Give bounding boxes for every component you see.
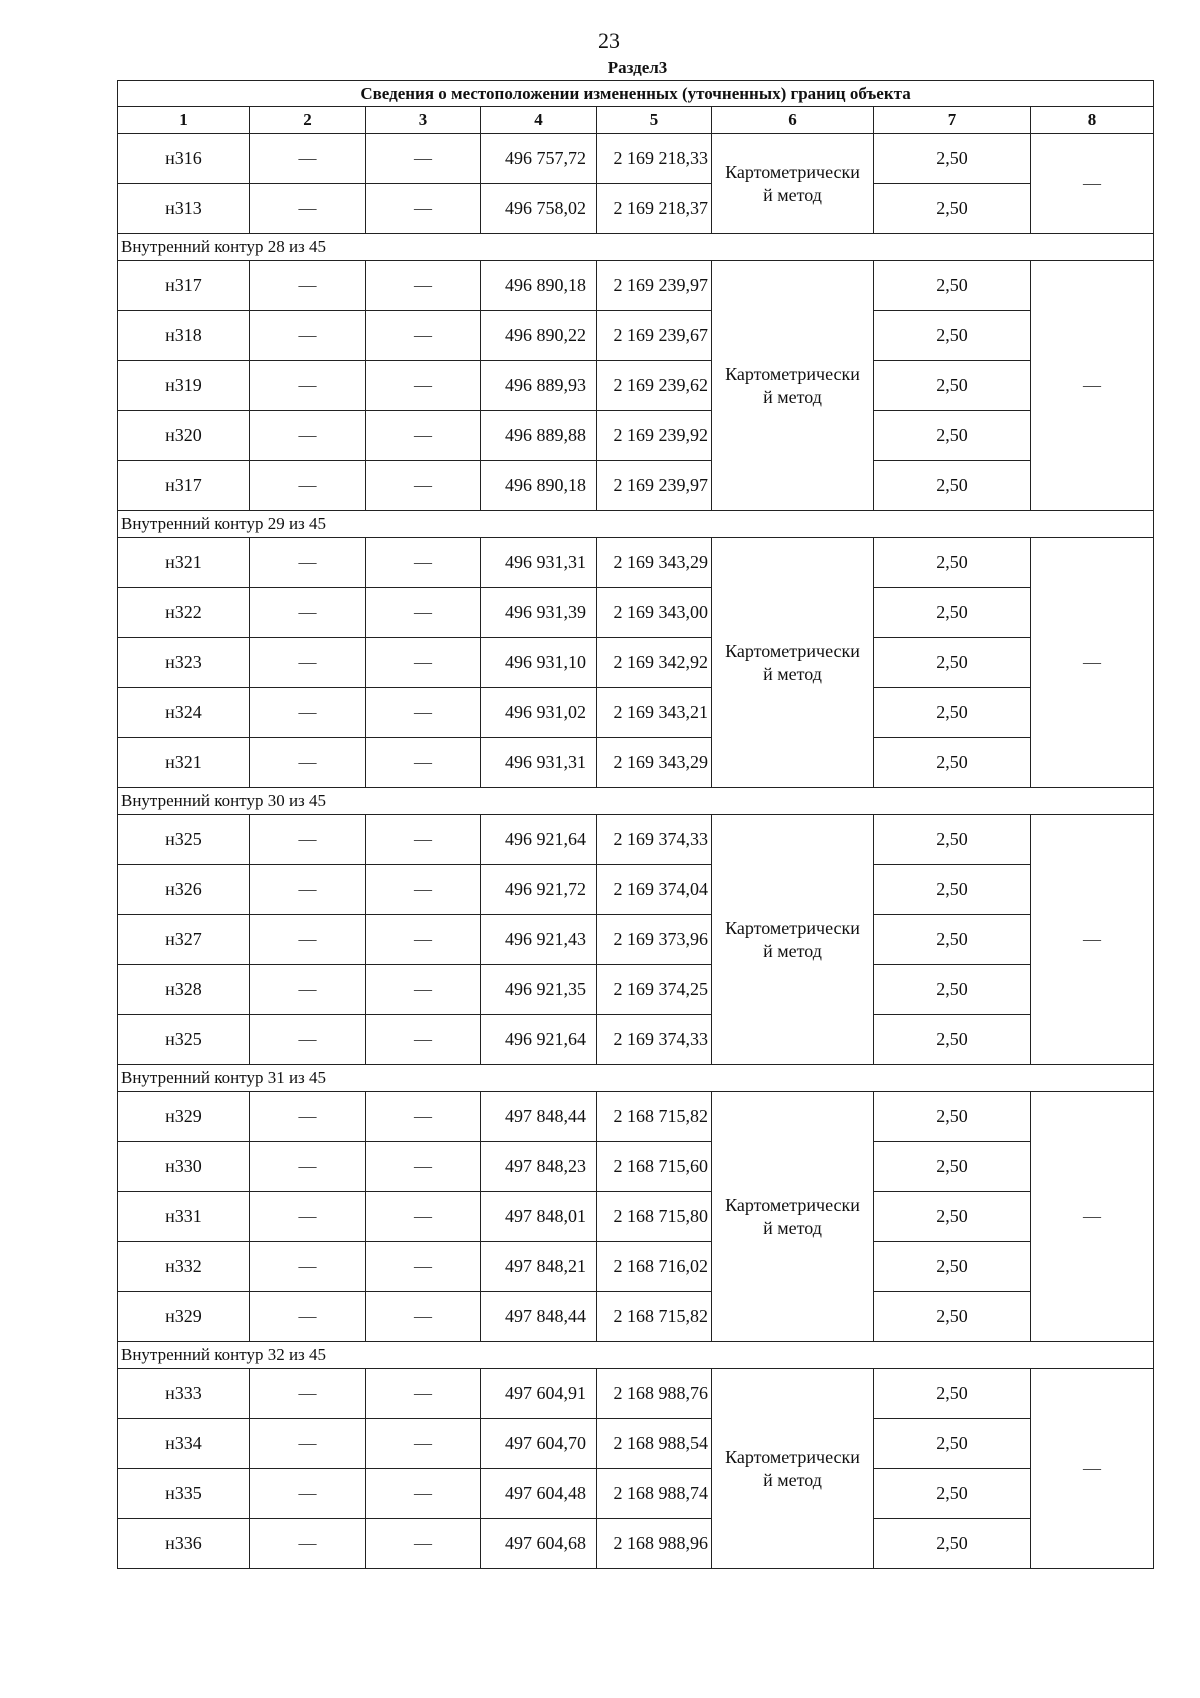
point-name-cell: н313: [118, 184, 250, 234]
empty-dash-cell: —: [366, 688, 481, 738]
point-name-cell: н329: [118, 1292, 250, 1342]
table-row: [118, 1369, 1154, 1419]
empty-dash-cell: —: [250, 588, 366, 638]
point-name-cell: н327: [118, 915, 250, 965]
column-number: 5: [597, 107, 712, 134]
y-coordinate-cell: 2 168 715,80: [597, 1192, 712, 1242]
point-name-cell: н316: [118, 134, 250, 184]
point-name-cell: н321: [118, 738, 250, 788]
column-number: 6: [712, 107, 874, 134]
empty-dash-cell: —: [250, 1242, 366, 1292]
contour-label: Внутренний контур 30 из 45: [118, 788, 1154, 815]
column-number: 1: [118, 107, 250, 134]
x-coordinate-cell: 496 921,64: [481, 1015, 597, 1065]
y-coordinate-cell: 2 169 239,97: [597, 261, 712, 311]
empty-dash-cell: —: [366, 134, 481, 184]
section-title: Раздел3: [607, 58, 668, 77]
method-text-line: Картометрически: [725, 1194, 860, 1215]
y-coordinate-cell: 2 169 239,67: [597, 311, 712, 361]
empty-dash-cell: —: [250, 1192, 366, 1242]
table-row: [118, 1519, 1154, 1569]
y-coordinate-cell: 2 169 218,33: [597, 134, 712, 184]
y-coordinate-cell: 2 169 218,37: [597, 184, 712, 234]
point-name-cell: н328: [118, 965, 250, 1015]
empty-dash-cell: —: [366, 1092, 481, 1142]
empty-dash-cell: —: [250, 361, 366, 411]
method-text-line: й метод: [763, 1469, 822, 1490]
empty-dash-cell: —: [250, 865, 366, 915]
point-name-cell: н320: [118, 411, 250, 461]
table-row: [118, 588, 1154, 638]
x-coordinate-cell: 497 604,91: [481, 1369, 597, 1419]
y-coordinate-cell: 2 169 343,29: [597, 738, 712, 788]
empty-dash-cell: —: [250, 638, 366, 688]
point-name-cell: н317: [118, 261, 250, 311]
boundary-coordinates-table: [117, 80, 1154, 1569]
accuracy-cell: 2,50: [874, 538, 1031, 588]
table-row: [118, 688, 1154, 738]
accuracy-cell: 2,50: [874, 1092, 1031, 1142]
point-name-cell: н330: [118, 1142, 250, 1192]
point-name-cell: н333: [118, 1369, 250, 1419]
x-coordinate-cell: 497 848,21: [481, 1242, 597, 1292]
empty-dash-cell: —: [366, 1142, 481, 1192]
table-row: [118, 1142, 1154, 1192]
empty-dash-cell: —: [1031, 1092, 1154, 1342]
empty-dash-cell: —: [250, 1292, 366, 1342]
x-coordinate-cell: 496 931,02: [481, 688, 597, 738]
y-coordinate-cell: 2 169 239,62: [597, 361, 712, 411]
method-cell: [712, 1369, 874, 1569]
empty-dash-cell: —: [250, 538, 366, 588]
table-row: [118, 538, 1154, 588]
empty-dash-cell: —: [1031, 815, 1154, 1065]
table-row: [118, 1469, 1154, 1519]
accuracy-cell: 2,50: [874, 1142, 1031, 1192]
y-coordinate-cell: 2 169 239,92: [597, 411, 712, 461]
column-number: 2: [250, 107, 366, 134]
table-row: [118, 1092, 1154, 1142]
empty-dash-cell: —: [366, 411, 481, 461]
table-row: [118, 261, 1154, 311]
x-coordinate-cell: 496 931,31: [481, 538, 597, 588]
page-number: 23: [598, 28, 620, 53]
empty-dash-cell: —: [250, 411, 366, 461]
method-text-line: й метод: [763, 663, 822, 684]
empty-dash-cell: —: [366, 538, 481, 588]
accuracy-cell: 2,50: [874, 915, 1031, 965]
table-row: [118, 638, 1154, 688]
empty-dash-cell: —: [366, 311, 481, 361]
x-coordinate-cell: 496 757,72: [481, 134, 597, 184]
point-name-cell: н325: [118, 1015, 250, 1065]
x-coordinate-cell: 496 931,31: [481, 738, 597, 788]
table-row: [118, 738, 1154, 788]
empty-dash-cell: —: [366, 461, 481, 511]
y-coordinate-cell: 2 168 988,96: [597, 1519, 712, 1569]
empty-dash-cell: —: [366, 184, 481, 234]
y-coordinate-cell: 2 169 373,96: [597, 915, 712, 965]
empty-dash-cell: —: [250, 815, 366, 865]
accuracy-cell: 2,50: [874, 738, 1031, 788]
table-row: [118, 411, 1154, 461]
contour-label: Внутренний контур 28 из 45: [118, 234, 1154, 261]
x-coordinate-cell: 497 848,44: [481, 1092, 597, 1142]
empty-dash-cell: —: [366, 815, 481, 865]
x-coordinate-cell: 496 890,18: [481, 461, 597, 511]
empty-dash-cell: —: [250, 915, 366, 965]
x-coordinate-cell: 496 921,35: [481, 965, 597, 1015]
contour-header-row: [118, 511, 1154, 538]
empty-dash-cell: —: [366, 1292, 481, 1342]
contour-header-row: [118, 788, 1154, 815]
x-coordinate-cell: 497 848,44: [481, 1292, 597, 1342]
empty-dash-cell: —: [250, 184, 366, 234]
x-coordinate-cell: 496 921,43: [481, 915, 597, 965]
column-numbers-row: [118, 107, 1154, 134]
accuracy-cell: 2,50: [874, 965, 1031, 1015]
y-coordinate-cell: 2 168 715,82: [597, 1092, 712, 1142]
accuracy-cell: 2,50: [874, 184, 1031, 234]
point-name-cell: н319: [118, 361, 250, 411]
accuracy-cell: 2,50: [874, 461, 1031, 511]
method-text-line: й метод: [763, 940, 822, 961]
accuracy-cell: 2,50: [874, 411, 1031, 461]
x-coordinate-cell: 497 604,48: [481, 1469, 597, 1519]
table-row: [118, 965, 1154, 1015]
point-name-cell: н331: [118, 1192, 250, 1242]
empty-dash-cell: —: [1031, 261, 1154, 511]
accuracy-cell: 2,50: [874, 1469, 1031, 1519]
x-coordinate-cell: 496 890,18: [481, 261, 597, 311]
accuracy-cell: 2,50: [874, 588, 1031, 638]
table-caption-row: [118, 81, 1154, 107]
x-coordinate-cell: 496 921,72: [481, 865, 597, 915]
x-coordinate-cell: 497 848,01: [481, 1192, 597, 1242]
point-name-cell: н323: [118, 638, 250, 688]
column-number: 7: [874, 107, 1031, 134]
y-coordinate-cell: 2 168 716,02: [597, 1242, 712, 1292]
table-row: [118, 361, 1154, 411]
contour-label: Внутренний контур 32 из 45: [118, 1342, 1154, 1369]
table-row: [118, 865, 1154, 915]
empty-dash-cell: —: [366, 1015, 481, 1065]
y-coordinate-cell: 2 169 374,33: [597, 1015, 712, 1065]
table-row: [118, 815, 1154, 865]
accuracy-cell: 2,50: [874, 1242, 1031, 1292]
empty-dash-cell: —: [250, 1519, 366, 1569]
empty-dash-cell: —: [1031, 538, 1154, 788]
y-coordinate-cell: 2 168 715,82: [597, 1292, 712, 1342]
empty-dash-cell: —: [366, 1369, 481, 1419]
empty-dash-cell: —: [250, 738, 366, 788]
method-text-line: Картометрически: [725, 1446, 860, 1467]
table-row: [118, 1242, 1154, 1292]
point-name-cell: н321: [118, 538, 250, 588]
empty-dash-cell: —: [366, 588, 481, 638]
accuracy-cell: 2,50: [874, 1015, 1031, 1065]
method-cell: [712, 815, 874, 1065]
accuracy-cell: 2,50: [874, 1192, 1031, 1242]
empty-dash-cell: —: [250, 311, 366, 361]
accuracy-cell: 2,50: [874, 1519, 1031, 1569]
y-coordinate-cell: 2 169 374,33: [597, 815, 712, 865]
y-coordinate-cell: 2 169 343,29: [597, 538, 712, 588]
table-row: [118, 1015, 1154, 1065]
empty-dash-cell: —: [250, 1369, 366, 1419]
method-text-line: Картометрически: [725, 161, 860, 182]
point-name-cell: н318: [118, 311, 250, 361]
y-coordinate-cell: 2 168 988,54: [597, 1419, 712, 1469]
empty-dash-cell: —: [250, 134, 366, 184]
table-row: [118, 1419, 1154, 1469]
y-coordinate-cell: 2 169 343,21: [597, 688, 712, 738]
empty-dash-cell: —: [366, 1519, 481, 1569]
point-name-cell: н329: [118, 1092, 250, 1142]
point-name-cell: н336: [118, 1519, 250, 1569]
x-coordinate-cell: 496 889,88: [481, 411, 597, 461]
empty-dash-cell: —: [250, 1015, 366, 1065]
x-coordinate-cell: 496 758,02: [481, 184, 597, 234]
y-coordinate-cell: 2 169 343,00: [597, 588, 712, 638]
accuracy-cell: 2,50: [874, 1292, 1031, 1342]
empty-dash-cell: —: [1031, 134, 1154, 234]
contour-header-row: [118, 1342, 1154, 1369]
x-coordinate-cell: 496 889,93: [481, 361, 597, 411]
column-number: 3: [366, 107, 481, 134]
empty-dash-cell: —: [366, 915, 481, 965]
empty-dash-cell: —: [366, 1242, 481, 1292]
empty-dash-cell: —: [366, 261, 481, 311]
table-row: [118, 915, 1154, 965]
contour-label: Внутренний контур 31 из 45: [118, 1065, 1154, 1092]
empty-dash-cell: —: [366, 1192, 481, 1242]
empty-dash-cell: —: [366, 361, 481, 411]
empty-dash-cell: —: [250, 1469, 366, 1519]
method-cell: [712, 1092, 874, 1342]
x-coordinate-cell: 497 848,23: [481, 1142, 597, 1192]
column-number: 4: [481, 107, 597, 134]
method-cell: [712, 134, 874, 234]
accuracy-cell: 2,50: [874, 688, 1031, 738]
empty-dash-cell: —: [250, 1419, 366, 1469]
y-coordinate-cell: 2 169 239,97: [597, 461, 712, 511]
method-text-line: Картометрически: [725, 363, 860, 384]
method-text-line: й метод: [763, 386, 822, 407]
method-text-line: й метод: [763, 1217, 822, 1238]
x-coordinate-cell: 497 604,68: [481, 1519, 597, 1569]
method-cell: [712, 538, 874, 788]
y-coordinate-cell: 2 169 342,92: [597, 638, 712, 688]
table-row: [118, 311, 1154, 361]
x-coordinate-cell: 496 921,64: [481, 815, 597, 865]
method-cell: [712, 261, 874, 511]
empty-dash-cell: —: [366, 738, 481, 788]
point-name-cell: н335: [118, 1469, 250, 1519]
empty-dash-cell: —: [1031, 1369, 1154, 1569]
accuracy-cell: 2,50: [874, 815, 1031, 865]
accuracy-cell: 2,50: [874, 261, 1031, 311]
x-coordinate-cell: 496 890,22: [481, 311, 597, 361]
contour-header-row: [118, 234, 1154, 261]
empty-dash-cell: —: [366, 865, 481, 915]
empty-dash-cell: —: [250, 1092, 366, 1142]
accuracy-cell: 2,50: [874, 1419, 1031, 1469]
table-row: [118, 461, 1154, 511]
table-row: [118, 184, 1154, 234]
point-name-cell: н326: [118, 865, 250, 915]
empty-dash-cell: —: [250, 461, 366, 511]
empty-dash-cell: —: [250, 261, 366, 311]
point-name-cell: н317: [118, 461, 250, 511]
y-coordinate-cell: 2 168 988,74: [597, 1469, 712, 1519]
empty-dash-cell: —: [366, 1469, 481, 1519]
empty-dash-cell: —: [250, 1142, 366, 1192]
x-coordinate-cell: 496 931,39: [481, 588, 597, 638]
accuracy-cell: 2,50: [874, 865, 1031, 915]
accuracy-cell: 2,50: [874, 1369, 1031, 1419]
empty-dash-cell: —: [250, 688, 366, 738]
empty-dash-cell: —: [250, 965, 366, 1015]
x-coordinate-cell: 496 931,10: [481, 638, 597, 688]
method-text-line: Картометрически: [725, 917, 860, 938]
empty-dash-cell: —: [366, 965, 481, 1015]
accuracy-cell: 2,50: [874, 134, 1031, 184]
table-row: [118, 134, 1154, 184]
empty-dash-cell: —: [366, 1419, 481, 1469]
point-name-cell: н324: [118, 688, 250, 738]
accuracy-cell: 2,50: [874, 311, 1031, 361]
y-coordinate-cell: 2 168 715,60: [597, 1142, 712, 1192]
accuracy-cell: 2,50: [874, 361, 1031, 411]
y-coordinate-cell: 2 169 374,04: [597, 865, 712, 915]
contour-label: Внутренний контур 29 из 45: [118, 511, 1154, 538]
point-name-cell: н322: [118, 588, 250, 638]
empty-dash-cell: —: [366, 638, 481, 688]
method-text-line: й метод: [763, 184, 822, 205]
table-caption: Сведения о местоположении измененных (уточненных) границ объекта: [118, 81, 1154, 107]
point-name-cell: н332: [118, 1242, 250, 1292]
y-coordinate-cell: 2 169 374,25: [597, 965, 712, 1015]
table-row: [118, 1292, 1154, 1342]
point-name-cell: н325: [118, 815, 250, 865]
contour-header-row: [118, 1065, 1154, 1092]
point-name-cell: н334: [118, 1419, 250, 1469]
x-coordinate-cell: 497 604,70: [481, 1419, 597, 1469]
y-coordinate-cell: 2 168 988,76: [597, 1369, 712, 1419]
accuracy-cell: 2,50: [874, 638, 1031, 688]
column-number: 8: [1031, 107, 1154, 134]
table-row: [118, 1192, 1154, 1242]
method-text-line: Картометрически: [725, 640, 860, 661]
